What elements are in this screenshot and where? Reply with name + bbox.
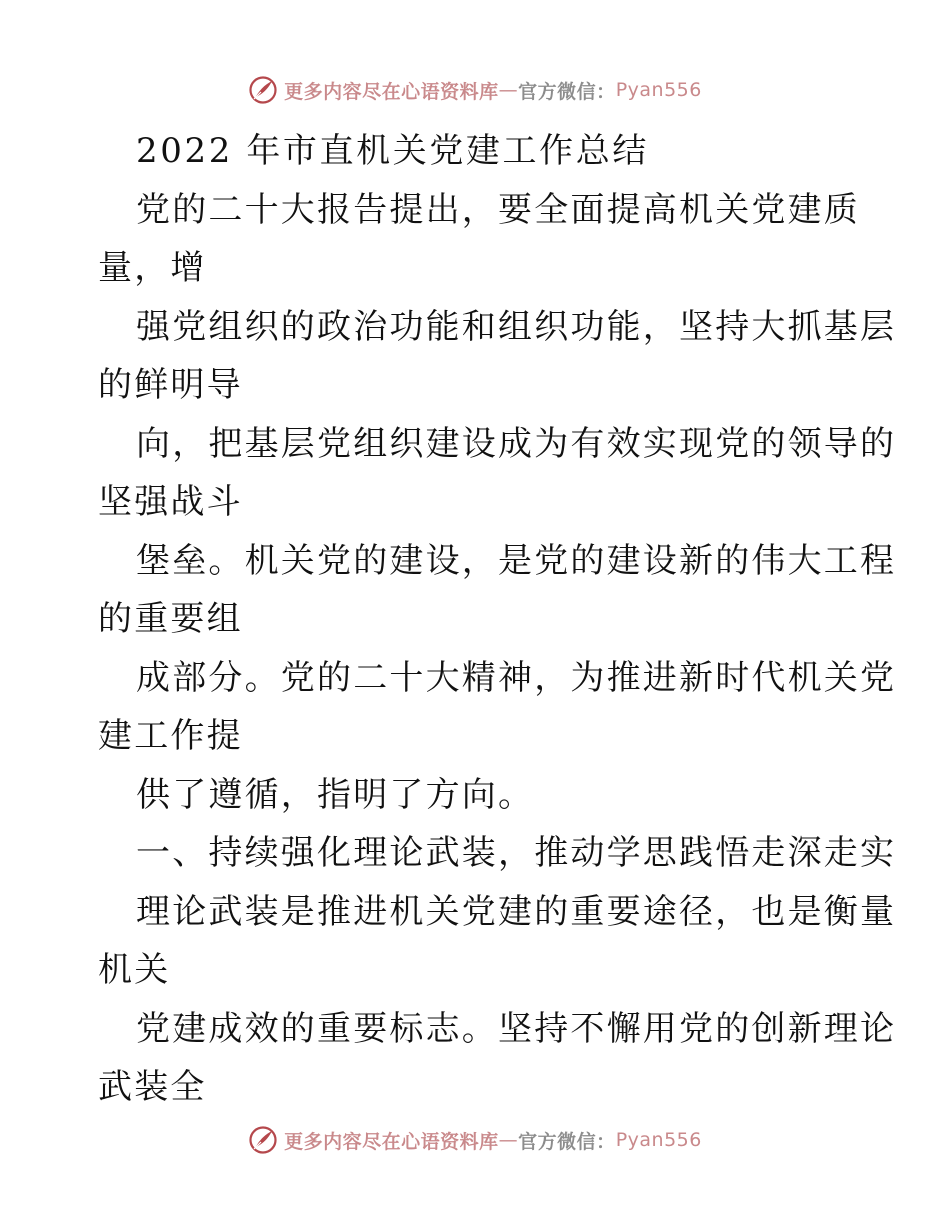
paragraph-line: 量，增	[98, 248, 207, 288]
paragraph-line: 的重要组	[98, 599, 243, 639]
paragraph-line: 堡垒。机关党的建设，是党的建设新的伟大工程	[136, 540, 897, 581]
paragraph-line: 供了遵循，指明了方向。	[136, 774, 535, 815]
paragraph-line: 的鲜明导	[98, 365, 243, 405]
paragraph-line: 向，把基层党组织建设成为有效实现党的领导的	[136, 423, 897, 464]
paragraph-line: 成部分。党的二十大精神，为推进新时代机关党	[136, 657, 897, 698]
paragraph-line: 党的二十大报告提出，要全面提高机关党建质	[136, 189, 860, 230]
watermark-banner-bottom	[0, 1120, 950, 1160]
paragraph-line: 机关	[98, 950, 171, 990]
watermark-wechat-id: Pyan556	[615, 79, 702, 101]
watermark-dash: —	[498, 79, 519, 101]
paragraph-line: 武装全	[98, 1067, 207, 1107]
section-heading: 一、持续强化理论武装，推动学思践悟走深走实	[136, 833, 897, 873]
watermark-main-text: 更多内容尽在心语资料库	[284, 80, 499, 103]
paragraph-line: 党建成效的重要标志。坚持不懈用党的创新理论	[136, 1008, 897, 1049]
document-title: 2022 年市直机关党建工作总结	[136, 131, 649, 171]
document-body	[98, 122, 897, 1117]
watermark-dash: —	[498, 1129, 519, 1151]
watermark-wechat-label: 官方微信：	[518, 1130, 616, 1153]
watermark-wechat-label: 官方微信：	[518, 80, 616, 103]
paragraph-line: 建工作提	[98, 716, 243, 756]
feather-logo-icon	[248, 1125, 278, 1155]
watermark-main-text: 更多内容尽在心语资料库	[284, 1130, 499, 1153]
watermark-wechat-id: Pyan556	[615, 1129, 702, 1151]
watermark-banner-top	[0, 70, 950, 110]
paragraph-line: 坚强战斗	[98, 482, 243, 522]
paragraph-line: 理论武装是推进机关党建的重要途径，也是衡量	[136, 891, 897, 932]
feather-logo-icon	[248, 75, 278, 105]
paragraph-line: 强党组织的政治功能和组织功能，坚持大抓基层	[136, 306, 897, 347]
